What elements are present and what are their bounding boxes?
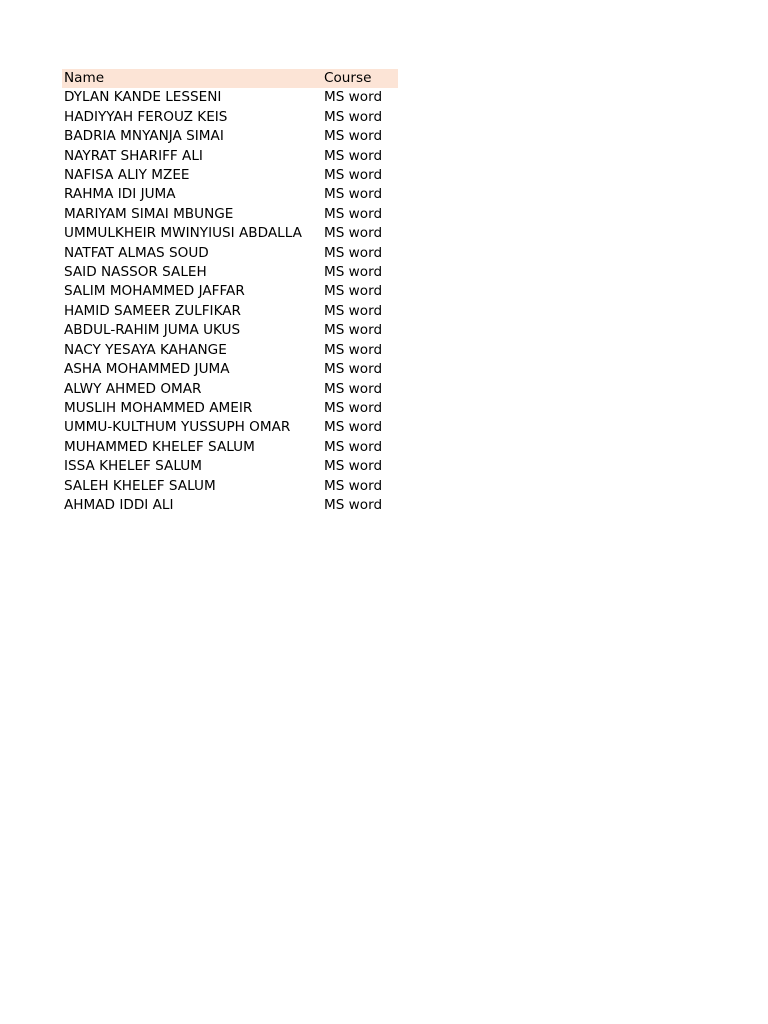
column-header-name: Name bbox=[64, 70, 105, 86]
table-row bbox=[62, 205, 398, 224]
course-cell: MS word bbox=[324, 322, 383, 339]
course-cell: MS word bbox=[324, 438, 383, 455]
student-name-cell: NAYRAT SHARIFF ALI bbox=[64, 147, 203, 164]
course-cell: MS word bbox=[324, 341, 383, 358]
student-name-cell: NAFISA ALIY MZEE bbox=[64, 167, 190, 184]
course-cell: MS word bbox=[324, 361, 383, 378]
table-row bbox=[62, 457, 398, 476]
table-row bbox=[62, 127, 398, 146]
student-name-cell: HAMID SAMEER ZULFIKAR bbox=[64, 302, 241, 319]
student-name-cell: AHMAD IDDI ALI bbox=[64, 496, 174, 513]
spreadsheet-page bbox=[62, 69, 398, 515]
course-cell: MS word bbox=[324, 399, 383, 416]
course-cell: MS word bbox=[324, 264, 383, 281]
student-name-cell: ISSA KHELEF SALUM bbox=[64, 458, 202, 475]
course-cell: MS word bbox=[324, 477, 383, 494]
student-name-cell: MUHAMMED KHELEF SALUM bbox=[64, 438, 255, 455]
table-row bbox=[62, 185, 398, 204]
table-row bbox=[62, 302, 398, 321]
student-name-cell: ALWY AHMED OMAR bbox=[64, 380, 202, 397]
table-row bbox=[62, 360, 398, 379]
course-cell: MS word bbox=[324, 380, 383, 397]
table-row bbox=[62, 88, 398, 107]
student-name-cell: DYLAN KANDE LESSENI bbox=[64, 89, 222, 106]
student-name-cell: NATFAT ALMAS SOUD bbox=[64, 244, 209, 261]
table-row bbox=[62, 438, 398, 457]
student-name-cell: MUSLIH MOHAMMED AMEIR bbox=[64, 399, 253, 416]
student-name-cell: SALEH KHELEF SALUM bbox=[64, 477, 216, 494]
course-cell: MS word bbox=[324, 419, 383, 436]
table-row bbox=[62, 380, 398, 399]
course-cell: MS word bbox=[324, 283, 383, 300]
course-cell: MS word bbox=[324, 128, 383, 145]
course-cell: MS word bbox=[324, 186, 383, 203]
table-row bbox=[62, 399, 398, 418]
student-name-cell: BADRIA MNYANJA SIMAI bbox=[64, 128, 224, 145]
course-cell: MS word bbox=[324, 89, 383, 106]
table-row bbox=[62, 341, 398, 360]
table-row bbox=[62, 263, 398, 282]
course-cell: MS word bbox=[324, 244, 383, 261]
table-row bbox=[62, 282, 398, 301]
table-row bbox=[62, 224, 398, 243]
table-row bbox=[62, 166, 398, 185]
table-row bbox=[62, 244, 398, 263]
column-header-course: Course bbox=[324, 70, 372, 86]
table-row bbox=[62, 418, 398, 437]
table-body bbox=[62, 88, 398, 515]
course-cell: MS word bbox=[324, 302, 383, 319]
student-name-cell: UMMULKHEIR MWINYIUSI ABDALLA bbox=[64, 225, 302, 242]
table-row bbox=[62, 321, 398, 340]
header-row bbox=[62, 69, 398, 88]
student-course-table bbox=[62, 69, 398, 515]
course-cell: MS word bbox=[324, 458, 383, 475]
student-name-cell: RAHMA IDI JUMA bbox=[64, 186, 176, 203]
student-name-cell: UMMU-KULTHUM YUSSUPH OMAR bbox=[64, 419, 291, 436]
course-cell: MS word bbox=[324, 225, 383, 242]
table-row bbox=[62, 108, 398, 127]
course-cell: MS word bbox=[324, 205, 383, 222]
student-name-cell: SALIM MOHAMMED JAFFAR bbox=[64, 283, 245, 300]
student-name-cell: SAID NASSOR SALEH bbox=[64, 264, 207, 281]
course-cell: MS word bbox=[324, 167, 383, 184]
student-name-cell: ASHA MOHAMMED JUMA bbox=[64, 361, 230, 378]
student-name-cell: NACY YESAYA KAHANGE bbox=[64, 341, 227, 358]
table-row bbox=[62, 147, 398, 166]
student-name-cell: ABDUL-RAHIM JUMA UKUS bbox=[64, 322, 241, 339]
table-row bbox=[62, 477, 398, 496]
course-cell: MS word bbox=[324, 108, 383, 125]
student-name-cell: HADIYYAH FEROUZ KEIS bbox=[64, 108, 228, 125]
course-cell: MS word bbox=[324, 496, 383, 513]
table-row bbox=[62, 496, 398, 515]
course-cell: MS word bbox=[324, 147, 383, 164]
student-name-cell: MARIYAM SIMAI MBUNGE bbox=[64, 205, 234, 222]
